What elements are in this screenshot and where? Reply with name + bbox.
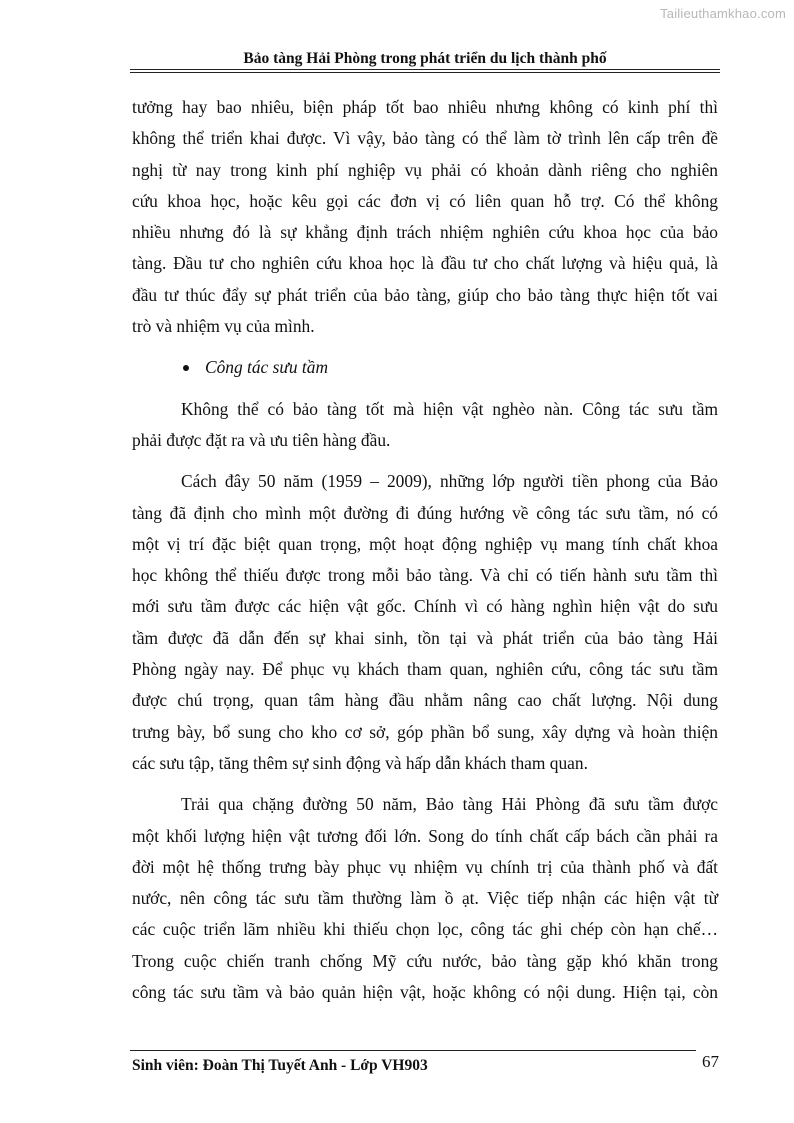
text-line: đời một hệ thống trưng bày phục vụ nhiệm vụ chính trị của thành phố và đất <box>132 856 718 877</box>
text-line: không thể triển khai được. Vì vậy, bảo tàng có thể làm tờ trình lên cấp trên đề <box>132 128 718 149</box>
text-line: các cuộc triển lãm nhiều khi thiếu chọn lọc, công tác ghi chép còn hạn chế… <box>132 919 718 940</box>
footer-author: Sinh viên: Đoàn Thị Tuyết Anh - Lớp VH903 <box>132 1057 428 1074</box>
page-body <box>132 92 718 1008</box>
bullet-dot-icon <box>183 365 189 371</box>
text-line: Cách đây 50 năm (1959 – 2009), những lớp người tiền phong của Bảo <box>181 471 718 492</box>
section-heading: Công tác sưu tầm <box>205 357 329 378</box>
text-line: Trải qua chặng đường 50 năm, Bảo tàng Hải Phòng đã sưu tầm được <box>181 794 718 815</box>
paragraph-gap <box>132 456 718 466</box>
text-line: mới sưu tầm được các hiện vật gốc. Chính vì có hàng nghìn hiện vật do sưu <box>132 596 718 617</box>
text-line: tưởng hay bao nhiêu, biện pháp tốt bao nhiêu nhưng không có kinh phí thì <box>132 97 718 117</box>
text-line: Không thể có bảo tàng tốt mà hiện vật nghèo nàn. Công tác sưu tầm <box>181 398 718 419</box>
running-header: Bảo tàng Hải Phòng trong phát triển du lịch thành phố <box>243 50 607 67</box>
text-line: học không thể thiếu được trong mỗi bảo tàng. Và chỉ có tiến hành sưu tầm thì <box>132 565 718 586</box>
text-line: một khối lượng hiện vật tương đối lớn. Song do tính chất cấp bách cần phải ra <box>132 825 718 846</box>
text-line: cứu khoa học, hoặc kêu gọi các đơn vị có liên quan hỗ trợ. Có thể không <box>132 190 718 211</box>
watermark-text: Tailieuthamkhao.com <box>660 6 786 21</box>
section-bullet <box>132 352 718 383</box>
text-line: công tác sưu tầm và bảo quản hiện vật, hoặc không có nội dung. Hiện tại, còn <box>132 982 718 1003</box>
text-line: nghị từ nay trong kinh phí nghiệp vụ phải có khoản dành riêng cho nghiên <box>132 159 718 180</box>
paragraph-2 <box>132 394 718 457</box>
header-rule <box>130 69 720 73</box>
text-line: trưng bày, bổ sung cho kho cơ sở, góp phần bổ sung, xây dựng và hoàn thiện <box>132 721 718 742</box>
text-line: tàng. Đầu tư cho nghiên cứu khoa học là đầu tư cho chất lượng và hiệu quả, là <box>132 253 718 274</box>
text-line: các sưu tập, tăng thêm sự sinh động và hấp dẫn khách tham quan. <box>132 752 588 773</box>
text-line: tầm được đã dẫn đến sự khai sinh, tồn tại và phát triển của bảo tàng Hải <box>132 627 718 648</box>
page-number: 67 <box>702 1052 719 1071</box>
footer-rule <box>130 1050 696 1051</box>
text-line: nước, nên công tác sưu tầm thường làm ồ ạt. Việc tiếp nhận các hiện vật từ <box>132 888 718 909</box>
text-line: được chú trọng, quan tâm hàng đầu nhằm nâng cao chất lượng. Nội dung <box>132 690 718 711</box>
text-line: đầu tư thúc đẩy sự phát triển của bảo tàng, giúp cho bảo tàng thực hiện tốt vai <box>132 284 718 305</box>
text-line: nhiều nhưng đó là sự khẳng định trách nhiệm nghiên cứu khoa học của bảo <box>132 222 718 243</box>
text-line: Phòng ngày nay. Để phục vụ khách tham quan, nghiên cứu, công tác sưu tầm <box>132 659 718 680</box>
text-line: trò và nhiệm vụ của mình. <box>132 316 315 337</box>
paragraph-gap <box>132 342 718 352</box>
text-line: Trong cuộc chiến tranh chống Mỹ cứu nước, bảo tàng gặp khó khăn trong <box>132 950 718 971</box>
paragraph-1 <box>132 92 718 342</box>
paragraph-gap <box>132 384 718 394</box>
text-line: tàng đã định cho mình một đường đi đúng hướng về công tác sưu tầm, nó có <box>132 502 718 523</box>
paragraph-gap <box>132 779 718 789</box>
paragraph-4 <box>132 789 718 1008</box>
paragraph-3 <box>132 466 718 779</box>
text-line: phải được đặt ra và ưu tiên hàng đầu. <box>132 429 391 450</box>
text-line: một vị trí đặc biệt quan trọng, một hoạt động nghiệp vụ mang tính chất khoa <box>132 533 718 554</box>
